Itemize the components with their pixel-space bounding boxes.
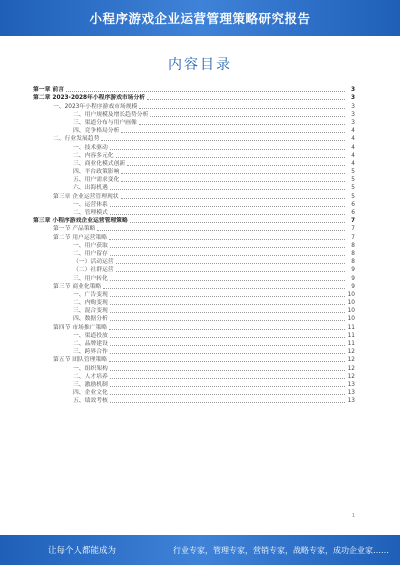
toc-entry-label: 第一节 产品策略 [53, 226, 96, 233]
toc-leader-dots [116, 263, 345, 264]
page-number: 1 [351, 513, 355, 519]
toc-entry[interactable] [33, 348, 355, 356]
toc-entry-page: 12 [347, 349, 355, 356]
toc-entry-page: 9 [351, 267, 355, 274]
toc-leader-dots [110, 206, 345, 207]
toc-heading: 内容目录 [168, 57, 232, 73]
toc-entry-page: 5 [351, 193, 355, 200]
toc-entry-page: 10 [347, 316, 355, 323]
toc-leader-dots [110, 345, 345, 346]
toc-entry-page: 13 [347, 381, 355, 388]
toc-entry[interactable] [33, 356, 355, 364]
toc-entry-page: 12 [347, 357, 355, 364]
toc-entry-page: 3 [351, 111, 355, 118]
toc-leader-dots [110, 402, 345, 403]
toc-leader-dots [139, 108, 345, 109]
toc-leader-dots [110, 378, 345, 379]
toc-entry[interactable] [33, 307, 355, 315]
toc-entry-page: 8 [351, 250, 355, 257]
toc-entry-page: 11 [347, 341, 355, 347]
toc-entry[interactable] [33, 291, 355, 299]
header-banner [0, 0, 400, 36]
toc-leader-dots [110, 247, 345, 248]
toc-entry[interactable] [33, 389, 355, 397]
toc-entry-page: 3 [350, 95, 355, 102]
toc-entry[interactable] [33, 225, 355, 233]
toc-leader-dots [103, 288, 345, 289]
toc-entry-page: 5 [351, 169, 355, 176]
toc-entry[interactable] [33, 209, 355, 217]
toc-entry-page: 10 [347, 308, 355, 315]
report-title: 小程序游戏企业运营管理策略研究报告 [89, 11, 311, 26]
toc-entry[interactable] [33, 323, 355, 331]
toc-leader-dots [139, 124, 345, 125]
toc-entry-label: （一）活动运营 [73, 259, 114, 266]
toc-entry-page: 7 [351, 234, 355, 241]
toc-entry-label: 二、用户留存 [73, 250, 108, 257]
toc-entry[interactable] [33, 250, 355, 258]
toc-entry-page: 8 [351, 259, 355, 266]
toc-entry-label: 三、跨界合作 [73, 349, 108, 356]
footer-tagline: 行业专家，管理专家，营销专家，战略专家，成功企业家…… [173, 545, 389, 555]
toc-leader-dots [116, 271, 345, 272]
toc-entry-label: 一、用户获取 [73, 242, 108, 249]
toc-leader-dots [97, 230, 345, 231]
toc-entry-label: 三、混合变现 [73, 308, 108, 315]
toc-entry[interactable] [33, 102, 355, 110]
toc-leader-dots [121, 132, 345, 133]
toc-entry-label: 五、用户需求变化 [73, 177, 120, 184]
toc-leader-dots [147, 99, 345, 100]
toc-entry-label: 四、平台政策影响 [73, 169, 120, 176]
toc-entry-page: 8 [351, 242, 355, 249]
toc-entry-label: 三、商业化模式创新 [73, 160, 126, 167]
toc-entry[interactable] [33, 119, 355, 127]
toc-entry-label: 五、绩效考核 [73, 398, 108, 405]
toc-entry-label: 一、运营体系 [73, 201, 108, 208]
toc-entry-label: 第三节 商业化策略 [53, 283, 102, 290]
toc-entry[interactable] [33, 152, 355, 160]
toc-entry[interactable] [33, 127, 355, 135]
toc-entry-page: 9 [351, 283, 355, 290]
toc-leader-dots [127, 165, 345, 166]
toc-entry[interactable] [33, 86, 355, 94]
footer-slogan: 让每个人都能成为 [48, 546, 117, 556]
toc-leader-dots [110, 280, 345, 281]
toc-entry-label: 三、渠道分布与用户画像 [73, 119, 137, 126]
toc-entry[interactable] [33, 192, 355, 200]
table-of-contents [33, 86, 355, 405]
toc-entry-label: 第四节 市场推广策略 [53, 324, 108, 331]
toc-leader-dots [110, 149, 345, 150]
toc-leader-dots [110, 337, 345, 338]
toc-leader-dots [110, 312, 345, 313]
toc-leader-dots [109, 361, 345, 362]
toc-leader-dots [66, 91, 345, 92]
toc-entry-label: 第三章 小程序游戏企业运营管理策略 [33, 218, 128, 225]
toc-entry-page: 6 [351, 210, 355, 216]
toc-entry-label: 六、出海机遇 [73, 185, 108, 192]
toc-entry-page: 13 [347, 390, 355, 397]
toc-entry-label: 四、企业文化 [73, 390, 108, 397]
toc-entry[interactable] [33, 160, 355, 168]
toc-entry-label: 二、内购变现 [73, 300, 108, 307]
toc-entry-page: 4 [351, 136, 355, 143]
toc-entry-label: 三、激励机制 [73, 381, 108, 388]
toc-entry[interactable] [33, 94, 355, 102]
toc-entry-page: 5 [351, 185, 355, 192]
toc-entry[interactable] [33, 233, 355, 241]
toc-entry[interactable] [33, 381, 355, 389]
toc-entry-page: 3 [350, 87, 355, 94]
toc-entry-page: 13 [347, 398, 355, 405]
toc-entry-page: 11 [347, 332, 355, 339]
toc-leader-dots [116, 157, 345, 158]
toc-entry-label: 二、品牌建设 [73, 341, 108, 347]
toc-entry-page: 7 [350, 218, 355, 225]
toc-entry-page: 9 [351, 275, 355, 282]
toc-entry-label: 二、人才培养 [73, 373, 108, 380]
toc-entry-page: 11 [347, 324, 355, 331]
toc-entry-label: 三、用户转化 [73, 275, 108, 282]
toc-entry[interactable] [33, 135, 355, 143]
toc-entry-label: 第二章 2023-2028年小程序游戏市场分析 [33, 95, 146, 102]
toc-entry-page: 10 [347, 291, 355, 298]
toc-entry[interactable] [33, 332, 355, 340]
toc-entry[interactable] [33, 283, 355, 291]
toc-entry-label: 一、2023年小程序游戏市场规模 [53, 103, 138, 110]
toc-entry[interactable] [33, 143, 355, 151]
toc-entry[interactable] [33, 364, 355, 372]
toc-entry-page: 3 [351, 119, 355, 126]
toc-leader-dots [150, 116, 345, 117]
toc-leader-dots [110, 386, 345, 387]
toc-entry-label: 二、管理模式 [73, 210, 108, 216]
toc-entry-page: 3 [351, 103, 355, 110]
toc-entry[interactable] [33, 315, 355, 323]
toc-leader-dots [110, 296, 345, 297]
toc-leader-dots [121, 198, 345, 199]
toc-entry[interactable] [33, 168, 355, 176]
toc-entry[interactable] [33, 299, 355, 307]
toc-leader-dots [121, 181, 345, 182]
toc-leader-dots [109, 329, 345, 330]
toc-entry[interactable] [33, 176, 355, 184]
toc-leader-dots [121, 173, 345, 174]
toc-entry-label: （二）社群运营 [73, 267, 114, 274]
toc-entry-label: 第一章 前言 [33, 87, 65, 94]
toc-leader-dots [110, 214, 345, 215]
toc-entry-page: 5 [351, 177, 355, 184]
toc-entry[interactable] [33, 242, 355, 250]
toc-entry-label: 第三章 企业运营管理现状 [53, 193, 119, 200]
toc-leader-dots [101, 140, 345, 141]
toc-leader-dots [110, 320, 345, 321]
toc-entry-page: 4 [351, 152, 355, 159]
toc-entry-label: 四、数据分析 [73, 316, 108, 323]
toc-entry-page: 4 [351, 144, 355, 151]
toc-entry-label: 第二节 用户运营策略 [53, 234, 108, 241]
toc-entry-page: 10 [347, 300, 355, 307]
toc-entry-label: 一、广告变现 [73, 291, 108, 298]
footer-banner [0, 535, 400, 565]
toc-entry[interactable] [33, 184, 355, 192]
toc-entry[interactable] [33, 111, 355, 119]
toc-entry[interactable] [33, 373, 355, 381]
toc-entry[interactable] [33, 397, 355, 405]
toc-entry[interactable] [33, 274, 355, 282]
toc-entry-label: 第五节 团队管理策略 [53, 357, 108, 364]
toc-entry[interactable] [33, 201, 355, 209]
toc-entry[interactable] [33, 258, 355, 266]
toc-leader-dots [110, 353, 345, 354]
toc-entry[interactable] [33, 340, 355, 348]
toc-entry-page: 12 [347, 365, 355, 372]
toc-leader-dots [110, 370, 345, 371]
toc-entry-label: 二、行业发展趋势 [53, 136, 100, 143]
toc-leader-dots [130, 222, 345, 223]
toc-entry-label: 一、渠道投放 [73, 332, 108, 339]
toc-entry-label: 二、内容多元化 [73, 152, 114, 159]
toc-leader-dots [109, 239, 345, 240]
toc-entry-label: 四、竞争格局分析 [73, 128, 120, 135]
toc-leader-dots [110, 304, 345, 305]
toc-entry-page: 7 [351, 226, 355, 233]
toc-entry-page: 4 [351, 128, 355, 135]
toc-entry-label: 一、组织架构 [73, 365, 108, 372]
toc-leader-dots [110, 255, 345, 256]
toc-entry-page: 12 [347, 373, 355, 380]
toc-entry[interactable] [33, 217, 355, 225]
toc-leader-dots [110, 394, 345, 395]
toc-leader-dots [110, 189, 345, 190]
toc-entry-page: 6 [351, 201, 355, 208]
toc-entry-label: 一、技术驱动 [73, 144, 108, 151]
toc-entry-label: 二、用户规模及增长趋势分析 [73, 111, 149, 118]
toc-entry-page: 4 [351, 160, 355, 167]
toc-entry[interactable] [33, 266, 355, 274]
